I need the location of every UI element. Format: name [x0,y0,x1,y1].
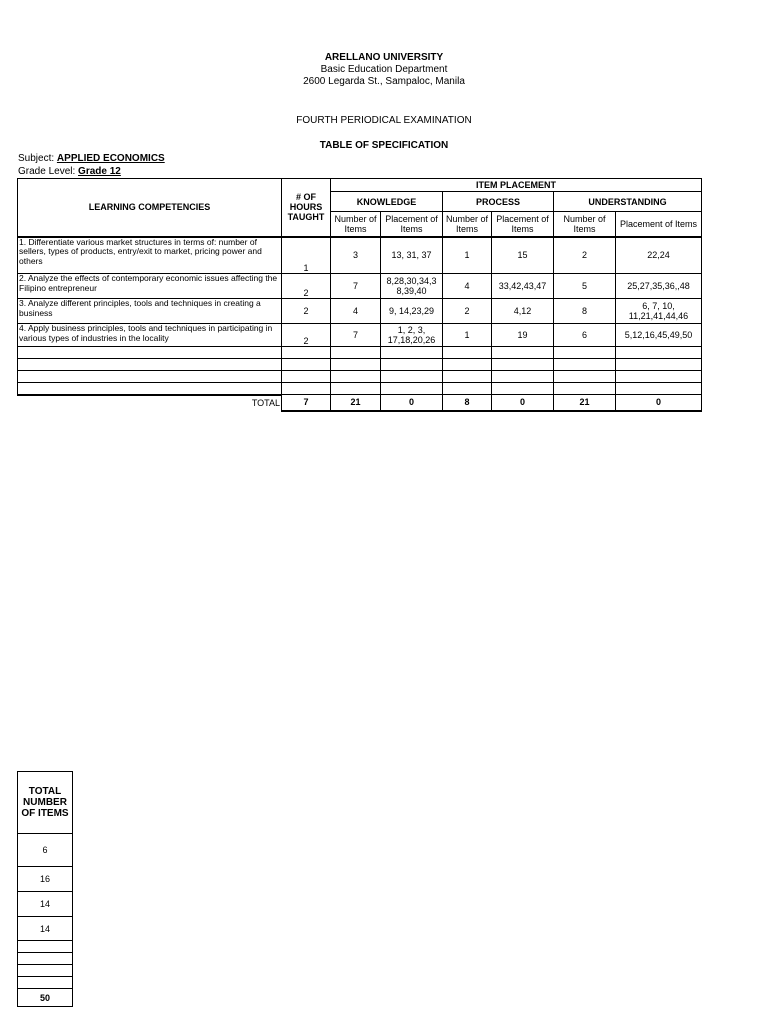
grand-total-cell: 50 [18,989,73,1007]
understanding-number-cell: 6 [554,324,616,347]
empty-row [18,347,702,359]
total-hours: 7 [282,395,331,411]
knowledge-number-cell: 4 [331,299,381,324]
total-knowledge-placement: 0 [381,395,443,411]
hours-cell: 1 [282,237,331,274]
hours-cell: 2 [282,324,331,347]
total-process-placement: 0 [492,395,554,411]
subheader-knowledge-number: Number of Items [331,212,381,237]
empty-cell [18,941,73,953]
process-number-cell: 1 [443,237,492,274]
empty-cell [18,965,73,977]
total-understanding-placement: 0 [616,395,702,411]
table-row [18,324,702,347]
competency-cell: 1. Differentiate various market structures in terms of: number of sellers, types of products, entry/exit to market, pricing power and others [18,237,282,274]
total-understanding-number: 21 [554,395,616,411]
department-name: Basic Education Department [320,64,448,75]
grade-label: Grade Level: [18,166,79,177]
knowledge-placement-cell: 8,28,30,34,3 8,39,40 [381,274,443,299]
process-placement-cell: 15 [492,237,554,274]
knowledge-number-cell: 7 [331,274,381,299]
empty-cell [18,977,73,989]
subheader-process-number: Number of Items [443,212,492,237]
subheader-knowledge-placement: Placement of Items [381,212,443,237]
subheader-understanding-number: Number of Items [554,212,616,237]
competency-cell: 3. Analyze different principles, tools and techniques in creating a business [18,299,282,324]
process-placement-cell: 19 [492,324,554,347]
understanding-placement-cell: 5,12,16,45,49,50 [616,324,702,347]
total-items-cell: 14 [18,917,73,941]
empty-row [18,383,702,395]
document-header [0,52,768,88]
header-knowledge: KNOWLEDGE [331,192,443,212]
subheader-process-placement: Placement of Items [492,212,554,237]
hours-cell: 2 [282,274,331,299]
table-row [18,237,702,274]
hours-cell: 2 [282,299,331,324]
empty-cell [18,953,73,965]
knowledge-number-cell: 7 [331,324,381,347]
process-number-cell: 4 [443,274,492,299]
empty-row [18,371,702,383]
table-row [18,274,702,299]
grade-value: Grade 12 [78,166,121,177]
total-items-table [17,771,73,1007]
knowledge-placement-cell: 9, 14,23,29 [381,299,443,324]
knowledge-placement-cell: 13, 31, 37 [381,237,443,274]
total-process-number: 8 [443,395,492,411]
total-row [18,395,702,411]
table-row [18,299,702,324]
university-name: ARELLANO UNIVERSITY [324,52,444,63]
document-title: TABLE OF SPECIFICATION [319,140,449,151]
knowledge-placement-cell: 1, 2, 3, 17,18,20,26 [381,324,443,347]
understanding-number-cell: 5 [554,274,616,299]
header-item-placement: ITEM PLACEMENT [331,179,702,192]
understanding-placement-cell: 22,24 [616,237,702,274]
total-label: TOTAL [251,398,280,408]
total-items-cell: 16 [18,867,73,892]
subject-line [18,153,165,165]
total-items-cell: 6 [18,834,73,867]
subject-value: APPLIED ECONOMICS [56,153,165,164]
total-items-header: TOTAL NUMBER OF ITEMS [18,772,73,834]
header-learning-competencies: LEARNING COMPETENCIES [18,179,282,237]
competency-cell: 2. Analyze the effects of contemporary economic issues affecting the Filipino entrepreneur [18,274,282,299]
specification-table [17,178,702,412]
grade-line [18,166,121,178]
header-understanding: UNDERSTANDING [554,192,702,212]
subject-label: Subject: [18,153,57,164]
subheader-understanding-placement: Placement of Items [616,212,702,237]
understanding-placement-cell: 6, 7, 10, 11,21,41,44,46 [616,299,702,324]
process-placement-cell: 4,12 [492,299,554,324]
process-number-cell: 1 [443,324,492,347]
address: 2600 Legarda St., Sampaloc, Manila [303,76,465,87]
total-items-cell: 14 [18,892,73,917]
total-knowledge-number: 21 [331,395,381,411]
process-number-cell: 2 [443,299,492,324]
header-hours-taught: # OF HOURS TAUGHT [282,179,331,237]
competency-cell: 4. Apply business principles, tools and techniques in participating in various types of industries in the locality [18,324,282,347]
knowledge-number-cell: 3 [331,237,381,274]
process-placement-cell: 33,42,43,47 [492,274,554,299]
empty-row [18,359,702,371]
header-process: PROCESS [443,192,554,212]
understanding-number-cell: 2 [554,237,616,274]
understanding-number-cell: 8 [554,299,616,324]
exam-title: FOURTH PERIODICAL EXAMINATION [296,115,472,126]
understanding-placement-cell: 25,27,35,36,,48 [616,274,702,299]
